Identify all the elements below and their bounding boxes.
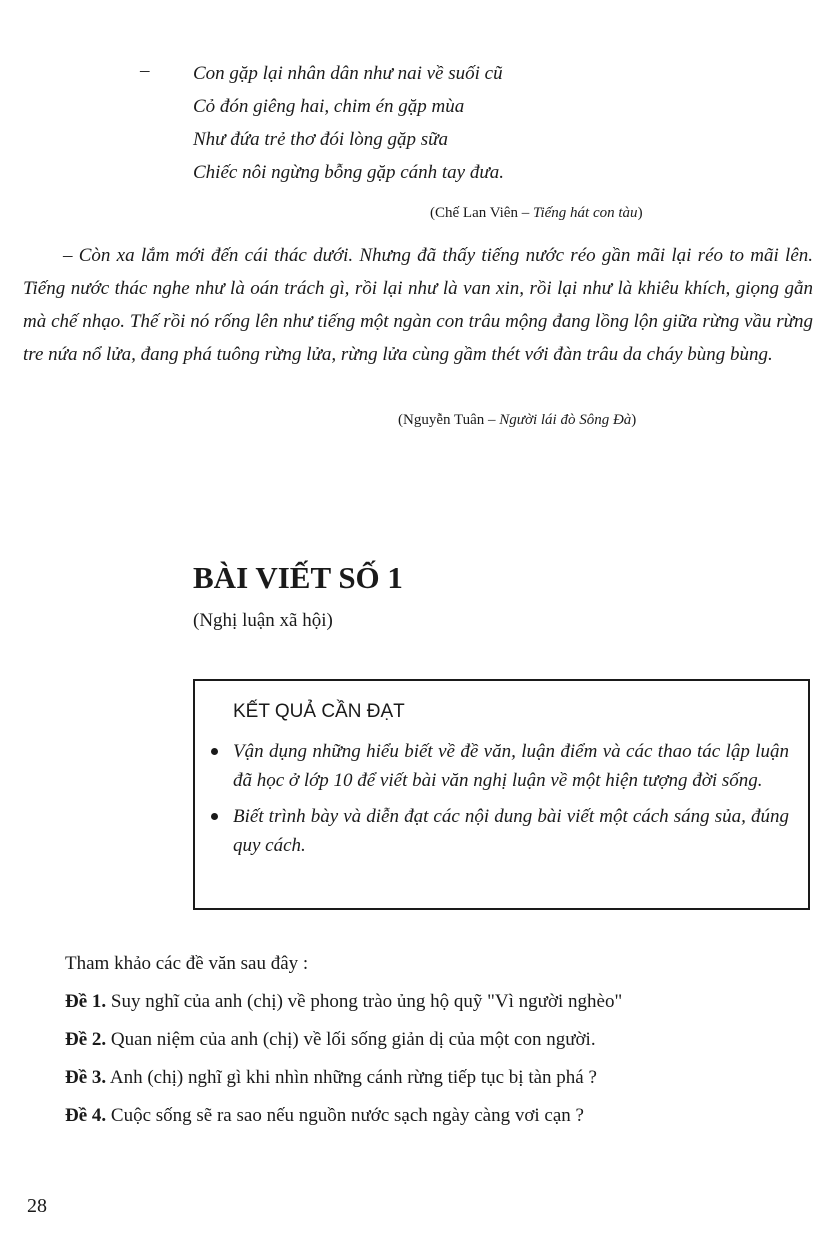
- topic-item: [65, 983, 622, 1021]
- outcome-item: [209, 802, 789, 860]
- outcome-text: Biết trình bày và diễn đạt các nội dung bài viết một cách sáng sủa, đúng quy cách.: [233, 806, 789, 856]
- topic-item: [65, 1021, 622, 1059]
- topic-text: Anh (chị) nghĩ gì khi nhìn những cánh rừng tiếp tục bị tàn phá ?: [109, 1067, 597, 1088]
- poem-dash: –: [140, 60, 150, 81]
- section-subtitle: (Nghị luận xã hội): [193, 610, 333, 631]
- poem-citation: [430, 205, 643, 222]
- poem: [193, 57, 504, 189]
- topic-text: Suy nghĩ của anh (chị) về phong trào ủng hộ quỹ "Vì người nghèo": [110, 991, 623, 1012]
- topic-text: Cuộc sống sẽ ra sao nếu nguồn nước sạch ngày càng vơi cạn ?: [110, 1105, 584, 1126]
- citation-close: ): [631, 412, 637, 428]
- poem-line: Cỏ đón giêng hai, chim én gặp mùa: [193, 96, 465, 117]
- topics-intro: Tham khảo các đề văn sau đây :: [65, 953, 309, 974]
- outcomes-title: KẾT QUẢ CẦN ĐẠT: [233, 701, 405, 722]
- prose-citation: [398, 412, 636, 429]
- topic-label: Đề 4.: [65, 1105, 107, 1126]
- outcome-text: Vận dụng những hiểu biết về đề văn, luận điểm và các thao tác lập luận đã học ở lớp 10 để viết bài văn nghị luận về một hiện tượng đời sống.: [233, 741, 789, 791]
- topic-text: Quan niệm của anh (chị) về lối sống giản dị của một con người.: [110, 1029, 596, 1050]
- page-number: 28: [27, 1195, 47, 1217]
- bullet-icon: [211, 813, 218, 820]
- prose-paragraph: – Còn xa lắm mới đến cái thác dưới. Nhưng đã thấy tiếng nước réo gần mãi lại réo to mãi lên. Tiếng nước thác nghe như là oán trách gì, rồi lại như là van xin, rồi lại như là khiêu khích, giọng gằn mà chế nhạo. Thế rồi nó rống lên như tiếng một ngàn con trâu mộng đang lồng lộn giữa rừng vầu rừng tre nứa nổ lửa, đang phá tuông rừng lửa, rừng lửa cùng gầm thét với đàn trâu da cháy bùng bùng.: [23, 245, 813, 365]
- outcomes-box: [193, 679, 810, 910]
- citation-work: Người lái đò Sông Đà: [499, 412, 632, 428]
- topic-label: Đề 1.: [65, 991, 107, 1012]
- topic-label: Đề 2.: [65, 1029, 107, 1050]
- citation-author: (Nguyễn Tuân –: [398, 412, 496, 428]
- poem-line: Con gặp lại nhân dân như nai về suối cũ: [193, 63, 503, 84]
- topic-item: [65, 1097, 622, 1135]
- outcomes-list: [209, 737, 789, 867]
- citation-author: (Chế Lan Viên –: [430, 205, 530, 221]
- topic-item: [65, 1059, 622, 1097]
- poem-line: Chiếc nôi ngừng bỗng gặp cánh tay đưa.: [193, 162, 504, 183]
- poem-line: Như đứa trẻ thơ đói lòng gặp sữa: [193, 129, 448, 150]
- citation-work: Tiếng hát con tàu: [532, 205, 638, 221]
- topic-label: Đề 3.: [65, 1067, 107, 1088]
- topics: [65, 945, 622, 1135]
- outcome-item: [209, 737, 789, 795]
- citation-close: ): [637, 205, 643, 221]
- bullet-icon: [211, 748, 218, 755]
- section-title: BÀI VIẾT SỐ 1: [193, 560, 403, 595]
